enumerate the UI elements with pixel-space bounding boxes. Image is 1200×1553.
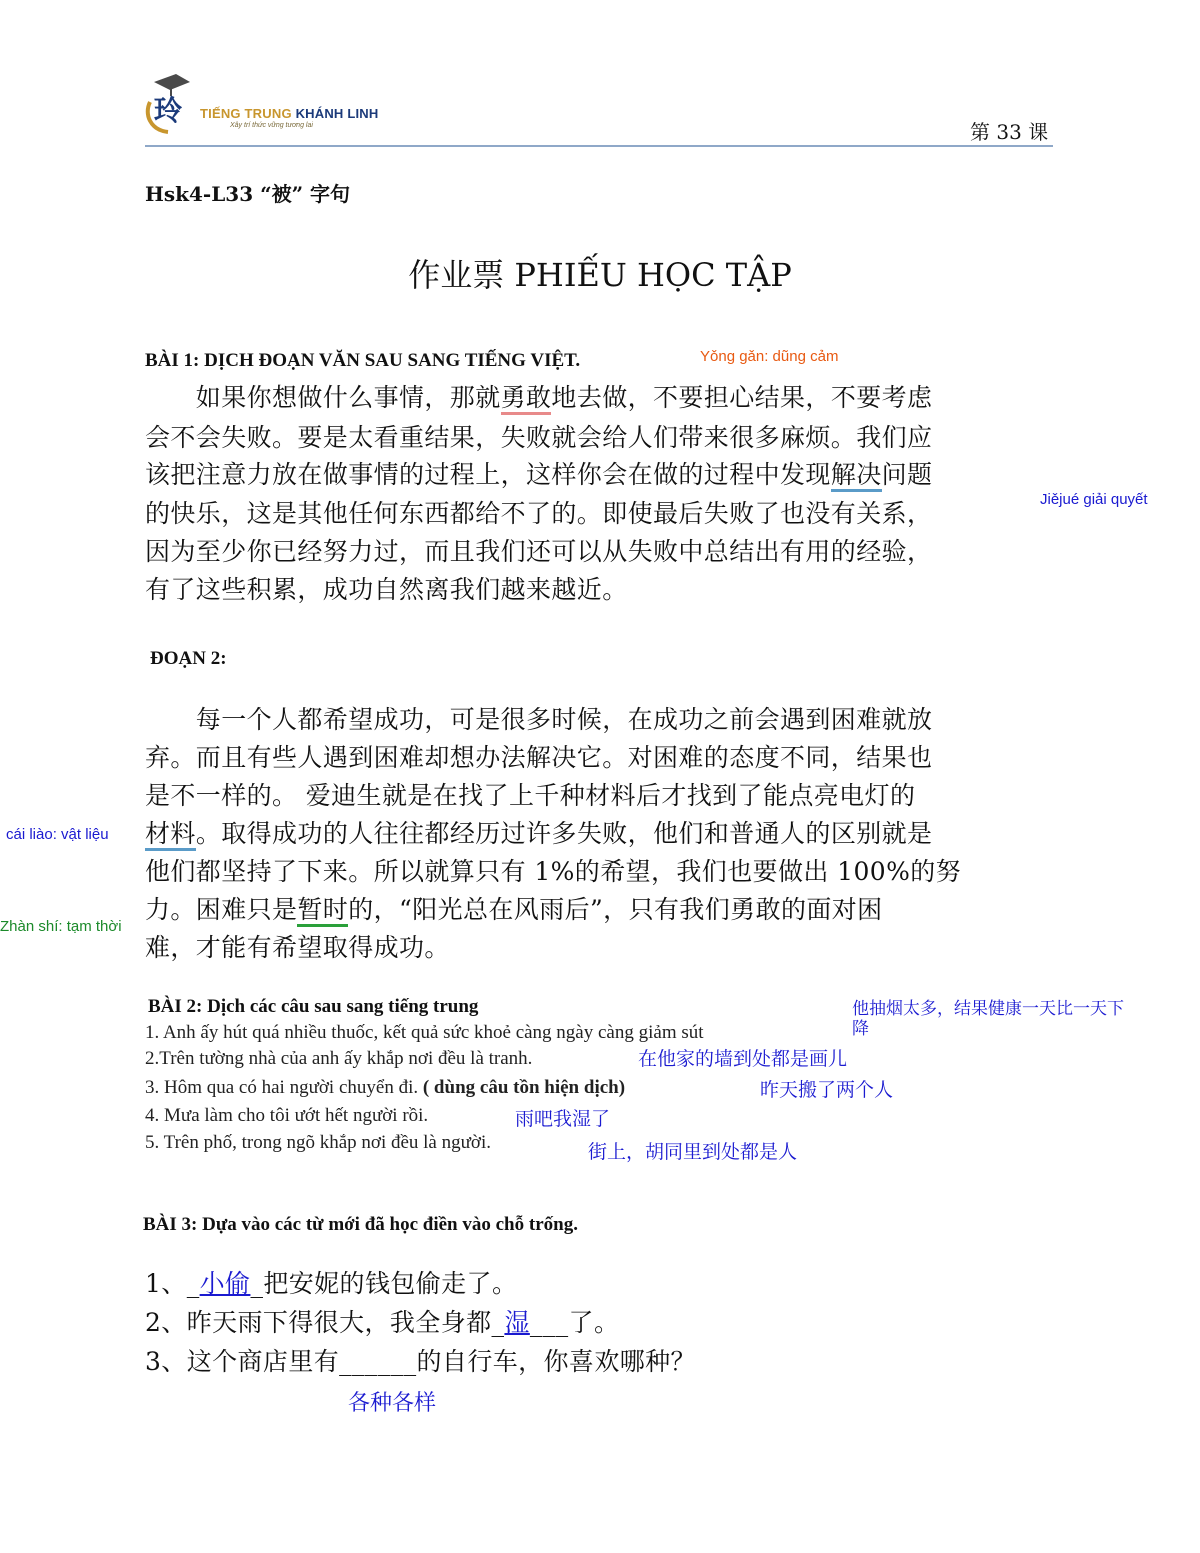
bai2-answer-1: 他抽烟太多，结果健康一天比一天下 xyxy=(852,999,1124,1019)
lesson-number: 第 33 课 xyxy=(970,120,1049,144)
logo-icon xyxy=(140,72,194,134)
word-yonggan: 勇敢 xyxy=(501,383,552,415)
bai2-item-5: 5. Trên phố, trong ngõ khắp nơi đều là người. xyxy=(145,1132,491,1153)
bai1-line-4: 的快乐，这是其他任何东西都给不了的。即使最后失败了也没有关系， xyxy=(145,499,933,528)
bai1-line-1: 如果你想做什么事情，那就勇敢地去做，不要担心结果，不要考虑 xyxy=(145,378,932,418)
note-zhanshi: Zhàn shí: tạm thời xyxy=(0,918,122,935)
doan2-line-5: 他们都坚持了下来。所以就算只有 1%的希望，我们也要做出 100%的努 xyxy=(145,857,962,886)
doan2-line-6: 力。困难只是暂时的，“阳光总在风雨后”，只有我们勇敢的面对困 xyxy=(145,890,883,930)
word-zhanshi: 暂时 xyxy=(297,895,348,927)
logo-name: TIẾNG TRUNG KHÁNH LINH xyxy=(200,106,379,121)
bai1-line-5: 因为至少你已经努力过，而且我们还可以从失败中总结出有用的经验， xyxy=(145,537,933,566)
bai2-answer-3: 昨天搬了两个人 xyxy=(760,1079,894,1101)
bai2-item-3: 3. Hôm qua có hai người chuyển đi. ( dùng câu tồn hiện dịch) xyxy=(145,1077,626,1098)
bai3-title: BÀI 3: Dựa vào các từ mới đã học điền vào chỗ trống. xyxy=(143,1214,578,1235)
word-jiejue: 解决 xyxy=(831,460,882,492)
bai2-item-2: 2.Trên tường nhà của anh ấy khắp nơi đều là tranh. xyxy=(145,1048,533,1069)
bai3-question-1: 1、_小偷_把安妮的钱包偷走了。 xyxy=(145,1269,518,1298)
word-cailiao: 材料 xyxy=(145,819,196,851)
note-jiejue: Jiějué giải quyết xyxy=(1040,491,1148,508)
document-title: Hsk4-L33 “被” 字句 xyxy=(145,182,351,206)
bai1-title: BÀI 1: DỊCH ĐOẠN VĂN SAU SANG TIẾNG VIỆT. xyxy=(145,350,581,371)
doan2-line-2: 弃。而且有些人遇到困难却想办法解决它。对困难的态度不同，结果也 xyxy=(145,743,933,772)
bai2-title: BÀI 2: Dịch các câu sau sang tiếng trung xyxy=(148,996,479,1017)
bai2-answer-4: 雨吧我湿了 xyxy=(515,1108,611,1130)
logo-tagline: Xây trí thức vững tương lai xyxy=(230,122,313,129)
doan2-title: ĐOẠN 2: xyxy=(150,648,227,669)
bai3-question-2: 2、昨天雨下得很大，我全身都_湿___了。 xyxy=(145,1308,620,1337)
bai2-answer-1b: 降 xyxy=(852,1019,869,1039)
doan2-line-1: 每一个人都希望成功，可是很多时候，在成功之前会遇到困难就放 xyxy=(145,705,933,734)
doan2-line-7: 难，才能有希望取得成功。 xyxy=(145,933,450,962)
bai3-answer-1: 小偷 xyxy=(199,1269,251,1298)
bai2-item-4: 4. Mưa làm cho tôi ướt hết người rồi. xyxy=(145,1105,429,1126)
bai1-line-3: 该把注意力放在做事情的过程上，这样你会在做的过程中发现解决问题 xyxy=(145,455,932,495)
doan2-line-3: 是不一样的。 爱迪生就是在找了上千种材料后才找到了能点亮电灯的 xyxy=(145,781,916,810)
svg-text:玲: 玲 xyxy=(154,94,183,127)
page-heading: 作业票 PHIẾU HỌC TẬP xyxy=(408,256,792,294)
doan2-line-4: 材料。取得成功的人往往都经历过许多失败，他们和普通人的区别就是 xyxy=(145,814,932,854)
note-yonggan: Yǒng gǎn: dũng cảm xyxy=(700,348,839,365)
bai1-line-2: 会不会失败。要是太看重结果，失败就会给人们带来很多麻烦。我们应 xyxy=(145,423,933,452)
note-cailiao: cái liào: vật liệu xyxy=(6,826,109,843)
bai1-line-6: 有了这些积累，成功自然离我们越来越近。 xyxy=(145,575,628,604)
header-divider xyxy=(145,145,1053,147)
bai3-answer-2: 湿 xyxy=(504,1308,530,1337)
bai2-answer-5: 街上，胡同里到处都是人 xyxy=(588,1141,798,1163)
bai3-answer-3: 各种各样 xyxy=(348,1391,437,1416)
bai2-item-1: 1. Anh ấy hút quá nhiều thuốc, kết quả sức khoẻ càng ngày càng giảm sút xyxy=(145,1022,704,1043)
bai3-question-3: 3、这个商店里有______的自行车，你喜欢哪种？ xyxy=(145,1347,696,1376)
bai2-answer-2: 在他家的墙到处都是画儿 xyxy=(638,1048,848,1070)
